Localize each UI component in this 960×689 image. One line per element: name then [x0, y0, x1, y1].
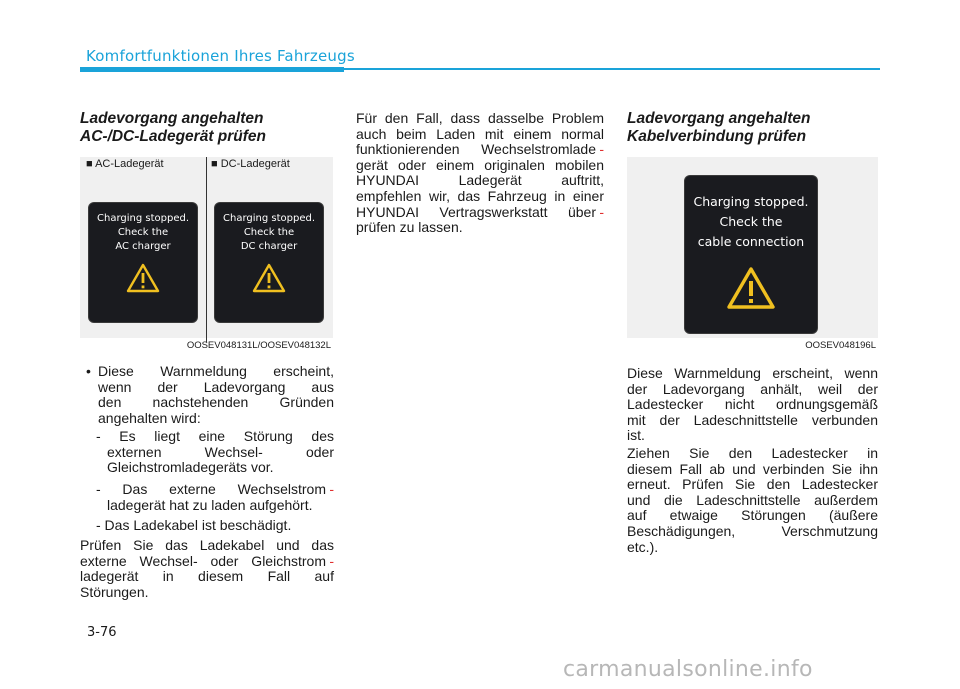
left-para-line3: ladegerät in diesem Fall auf: [80, 568, 334, 585]
warning-triangle-icon: [252, 263, 286, 293]
bullet-item: [86, 364, 334, 426]
right-paragraph-2: [627, 446, 878, 555]
right-heading-line2: Kabelverbindung prüfen: [627, 128, 807, 145]
bullet-line2: wenn der Ladevorgang aus: [98, 378, 334, 395]
figure-cable: [627, 157, 878, 351]
cable-screen-line2: Check the: [719, 214, 783, 229]
middle-paragraph: [356, 111, 604, 236]
cable-warning-screen: [685, 176, 817, 333]
dash-item-3: - Das Ladekabel ist beschädigt.: [96, 517, 292, 533]
figure-code: OOSEV048131L/OOSEV048132L: [186, 340, 331, 351]
right-heading-line1: Ladevorgang angehalten: [627, 110, 811, 127]
r2-line7: etc.).: [627, 538, 659, 555]
r2-line4: und die Ladeschnittstelle außerdem: [627, 491, 878, 508]
mid-line5: HYUNDAI Ladegerät auftritt,: [356, 172, 604, 189]
ac-screen-line2: Check the: [117, 227, 169, 238]
ac-screen-line1: Charging stopped.: [97, 213, 189, 224]
r1-line1: Diese Warnmeldung erscheint, wenn: [627, 365, 878, 381]
dash1-line2: externen Wechsel- oder: [107, 443, 334, 460]
hyphen-mark: -: [599, 141, 604, 158]
bullet-line4: angehalten wird:: [98, 409, 201, 426]
r2-line5: auf etwaige Störungen (äußere: [627, 507, 878, 524]
dc-screen-line2: Check the: [243, 227, 295, 238]
left-paragraph: [80, 538, 334, 600]
hyphen-mark: -: [599, 203, 604, 220]
warning-triangle-icon: [726, 266, 776, 310]
section-title: Komfortfunktionen Ihres Fahrzeugs: [86, 47, 355, 65]
hyphen-mark: -: [329, 481, 334, 497]
ac-screen-line3: AC charger: [115, 241, 171, 252]
header-accent-bar: [80, 67, 344, 72]
figure-code: OOSEV048196L: [805, 340, 876, 351]
left-para-line2: externe Wechsel- oder Gleichstrom: [80, 552, 326, 569]
figure-ac-dc: [80, 157, 333, 351]
r1-line4: mit der Ladeschnittstelle verbunden: [627, 411, 878, 428]
r2-line6: Beschädigungen, Verschmutzung: [627, 522, 878, 539]
mid-line6: empfehlen wir, das Fahrzeug in einer: [356, 187, 604, 204]
ac-warning-screen: [89, 203, 197, 322]
r1-line5: ist.: [627, 427, 645, 444]
mid-line8: prüfen zu lassen.: [356, 219, 463, 236]
dash2-line2: ladegerät hat zu laden aufgehört.: [107, 496, 313, 513]
bullet-dot: •: [86, 363, 91, 379]
dc-label: ■ DC-Ladegerät: [211, 158, 290, 170]
r2-line1: Ziehen Sie den Ladestecker in: [627, 445, 878, 461]
left-heading-line2: AC-/DC-Ladegerät prüfen: [80, 128, 267, 145]
dash1-line1: - Es liegt eine Störung des: [96, 428, 334, 444]
mid-line3: funktionierenden Wechselstromlade: [356, 141, 596, 158]
bullet-line1: Diese Warnmeldung erscheint,: [98, 363, 334, 379]
dc-screen-line3: DC charger: [240, 241, 298, 252]
left-heading-line1: Ladevorgang angehalten: [80, 110, 264, 127]
mid-line1: Für den Fall, dass dasselbe Problem: [356, 110, 604, 126]
r1-line3: Ladestecker nicht ordnungsgemäß: [627, 396, 878, 413]
black-square-icon: ■: [86, 158, 96, 170]
left-para-line4: Störungen.: [80, 583, 149, 600]
watermark: carmanualsonline.info: [563, 657, 813, 682]
mid-line4: gerät oder einem originalen mobilen: [356, 156, 604, 173]
dash2-line1: - Das externe Wechselstrom: [96, 481, 326, 497]
bullet-line3: den nachstehenden Gründen: [98, 394, 334, 411]
dash-item-1: [96, 429, 334, 476]
header-rule: [344, 68, 880, 70]
cable-screen-line1: Charging stopped.: [693, 194, 809, 209]
warning-triangle-icon: [126, 263, 160, 293]
dc-screen-line1: Charging stopped.: [223, 213, 315, 224]
dash1-line3: Gleichstromladegeräts vor.: [107, 459, 274, 476]
figure-divider: [206, 157, 207, 342]
right-paragraph-1: [627, 366, 878, 444]
r2-line2: diesem Fall ab und verbinden Sie ihn: [627, 460, 878, 477]
mid-line2: auch beim Laden mit einem normal: [356, 125, 604, 142]
left-para-line1: Prüfen Sie das Ladekabel und das: [80, 537, 334, 553]
dash-item-2: [96, 482, 334, 513]
left-heading: [80, 110, 340, 146]
mid-line7: HYUNDAI Vertragswerkstatt über: [356, 203, 596, 220]
r2-line3: erneut. Prüfen Sie den Ladestecker: [627, 476, 878, 493]
ac-label: ■ AC-Ladegerät: [86, 158, 164, 170]
page-number: 3-76: [87, 625, 117, 640]
black-square-icon: ■: [211, 158, 221, 170]
right-heading: [627, 110, 887, 146]
dc-warning-screen: [215, 203, 323, 322]
cable-screen-line3: cable connection: [697, 234, 805, 249]
hyphen-mark: -: [329, 552, 334, 569]
r1-line2: der Ladevorgang anhält, weil der: [627, 380, 878, 397]
